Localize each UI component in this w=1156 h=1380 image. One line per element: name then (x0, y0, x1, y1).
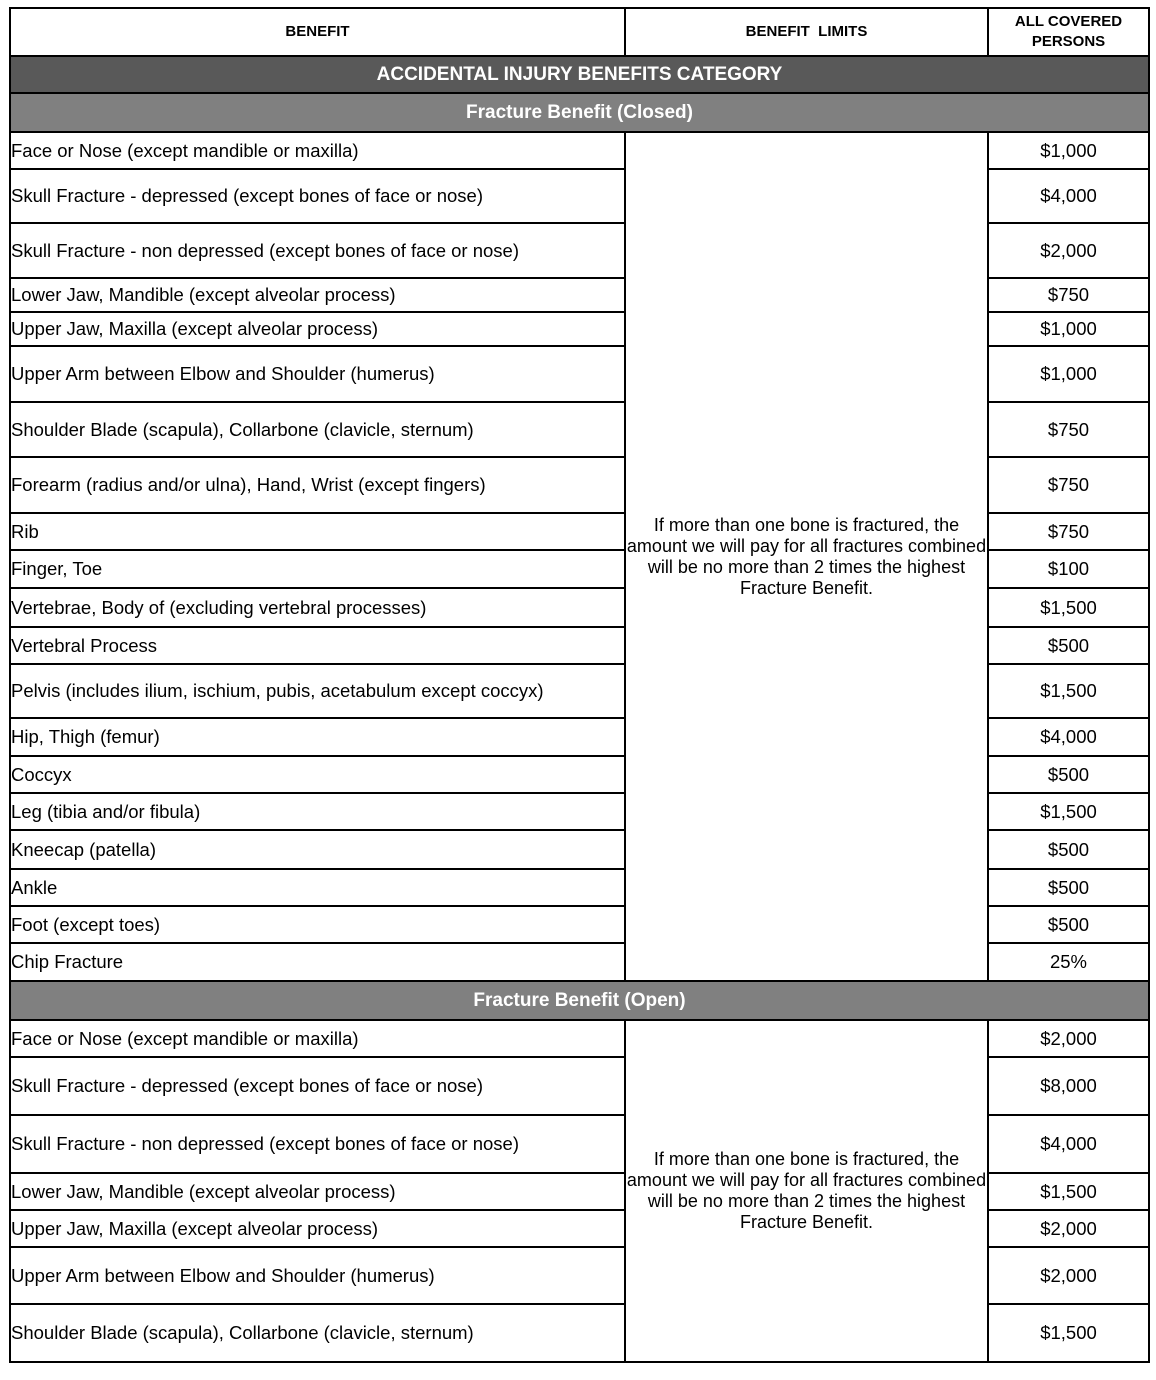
benefit-name: Upper Jaw, Maxilla (except alveolar process) (10, 312, 625, 346)
benefit-amount: $500 (988, 627, 1149, 664)
benefit-amount: $500 (988, 756, 1149, 793)
benefit-amount: $4,000 (988, 1115, 1149, 1173)
benefit-name: Skull Fracture - non depressed (except bones of face or nose) (10, 223, 625, 278)
benefit-amount: $1,000 (988, 132, 1149, 169)
benefit-name: Finger, Toe (10, 550, 625, 588)
benefit-name: Skull Fracture - non depressed (except bones of face or nose) (10, 1115, 625, 1173)
benefit-name: Hip, Thigh (femur) (10, 718, 625, 756)
benefit-amount: $4,000 (988, 169, 1149, 223)
section-title: Fracture Benefit (Closed) (10, 93, 1149, 132)
benefit-name: Upper Arm between Elbow and Shoulder (humerus) (10, 346, 625, 402)
category-title: ACCIDENTAL INJURY BENEFITS CATEGORY (10, 56, 1149, 93)
benefit-name: Face or Nose (except mandible or maxilla) (10, 1020, 625, 1057)
benefit-name: Upper Arm between Elbow and Shoulder (humerus) (10, 1247, 625, 1304)
header-benefit: BENEFIT (10, 8, 625, 56)
benefit-name: Kneecap (patella) (10, 830, 625, 869)
benefit-name: Skull Fracture - depressed (except bones of face or nose) (10, 169, 625, 223)
benefit-amount: 25% (988, 943, 1149, 981)
benefit-amount: $2,000 (988, 223, 1149, 278)
benefit-amount: $1,000 (988, 346, 1149, 402)
benefits-table (9, 7, 1150, 1363)
benefit-name: Shoulder Blade (scapula), Collarbone (clavicle, sternum) (10, 402, 625, 457)
benefit-amount: $1,500 (988, 664, 1149, 718)
benefit-name: Leg (tibia and/or fibula) (10, 793, 625, 830)
table-row (10, 132, 1149, 169)
benefit-name: Face or Nose (except mandible or maxilla) (10, 132, 625, 169)
category-row (10, 56, 1149, 93)
benefit-name: Lower Jaw, Mandible (except alveolar process) (10, 278, 625, 312)
benefit-name: Shoulder Blade (scapula), Collarbone (clavicle, sternum) (10, 1304, 625, 1362)
benefit-amount: $500 (988, 830, 1149, 869)
header-covered-line2: PERSONS (1031, 33, 1106, 50)
benefit-amount: $1,500 (988, 588, 1149, 627)
benefit-name: Pelvis (includes ilium, ischium, pubis, acetabulum except coccyx) (10, 664, 625, 718)
benefit-amount: $100 (988, 550, 1149, 588)
table-row (10, 1020, 1149, 1057)
benefits-table-body (10, 56, 1149, 1362)
benefit-amount: $2,000 (988, 1210, 1149, 1247)
header-benefit-limits (625, 8, 988, 56)
benefit-amount: $500 (988, 869, 1149, 906)
benefit-name: Vertebral Process (10, 627, 625, 664)
benefit-amount: $4,000 (988, 718, 1149, 756)
benefit-amount: $1,500 (988, 1173, 1149, 1210)
benefit-amount: $750 (988, 402, 1149, 457)
benefit-amount: $750 (988, 513, 1149, 550)
benefit-name: Skull Fracture - depressed (except bones of face or nose) (10, 1057, 625, 1115)
header-all-covered-persons (988, 8, 1149, 56)
benefit-amount: $750 (988, 278, 1149, 312)
benefit-amount: $1,500 (988, 1304, 1149, 1362)
benefit-name: Vertebrae, Body of (excluding vertebral processes) (10, 588, 625, 627)
benefit-name: Ankle (10, 869, 625, 906)
benefit-limit-note: If more than one bone is fractured, the amount we will pay for all fractures combined will be no more than 2 times the highest Fracture Benefit. (625, 1020, 988, 1362)
benefit-name: Rib (10, 513, 625, 550)
benefit-amount: $500 (988, 906, 1149, 943)
benefit-name: Upper Jaw, Maxilla (except alveolar process) (10, 1210, 625, 1247)
benefit-amount: $8,000 (988, 1057, 1149, 1115)
benefit-amount: $1,500 (988, 793, 1149, 830)
benefit-name: Lower Jaw, Mandible (except alveolar process) (10, 1173, 625, 1210)
benefit-amount: $750 (988, 457, 1149, 513)
benefit-name: Forearm (radius and/or ulna), Hand, Wrist (except fingers) (10, 457, 625, 513)
benefit-name: Chip Fracture (10, 943, 625, 981)
section-header-row (10, 981, 1149, 1020)
section-title: Fracture Benefit (Open) (10, 981, 1149, 1020)
benefit-amount: $1,000 (988, 312, 1149, 346)
section-header-row (10, 93, 1149, 132)
benefit-amount: $2,000 (988, 1247, 1149, 1304)
benefit-name: Foot (except toes) (10, 906, 625, 943)
benefit-amount: $2,000 (988, 1020, 1149, 1057)
table-header-row (10, 8, 1149, 56)
header-benefit-limits-label: BENEFIT LIMITS (745, 23, 868, 40)
benefit-limit-note: If more than one bone is fractured, the amount we will pay for all fractures combined will be no more than 2 times the highest Fracture Benefit. (625, 132, 988, 981)
header-covered-line1: ALL COVERED (1014, 13, 1123, 30)
benefit-name: Coccyx (10, 756, 625, 793)
